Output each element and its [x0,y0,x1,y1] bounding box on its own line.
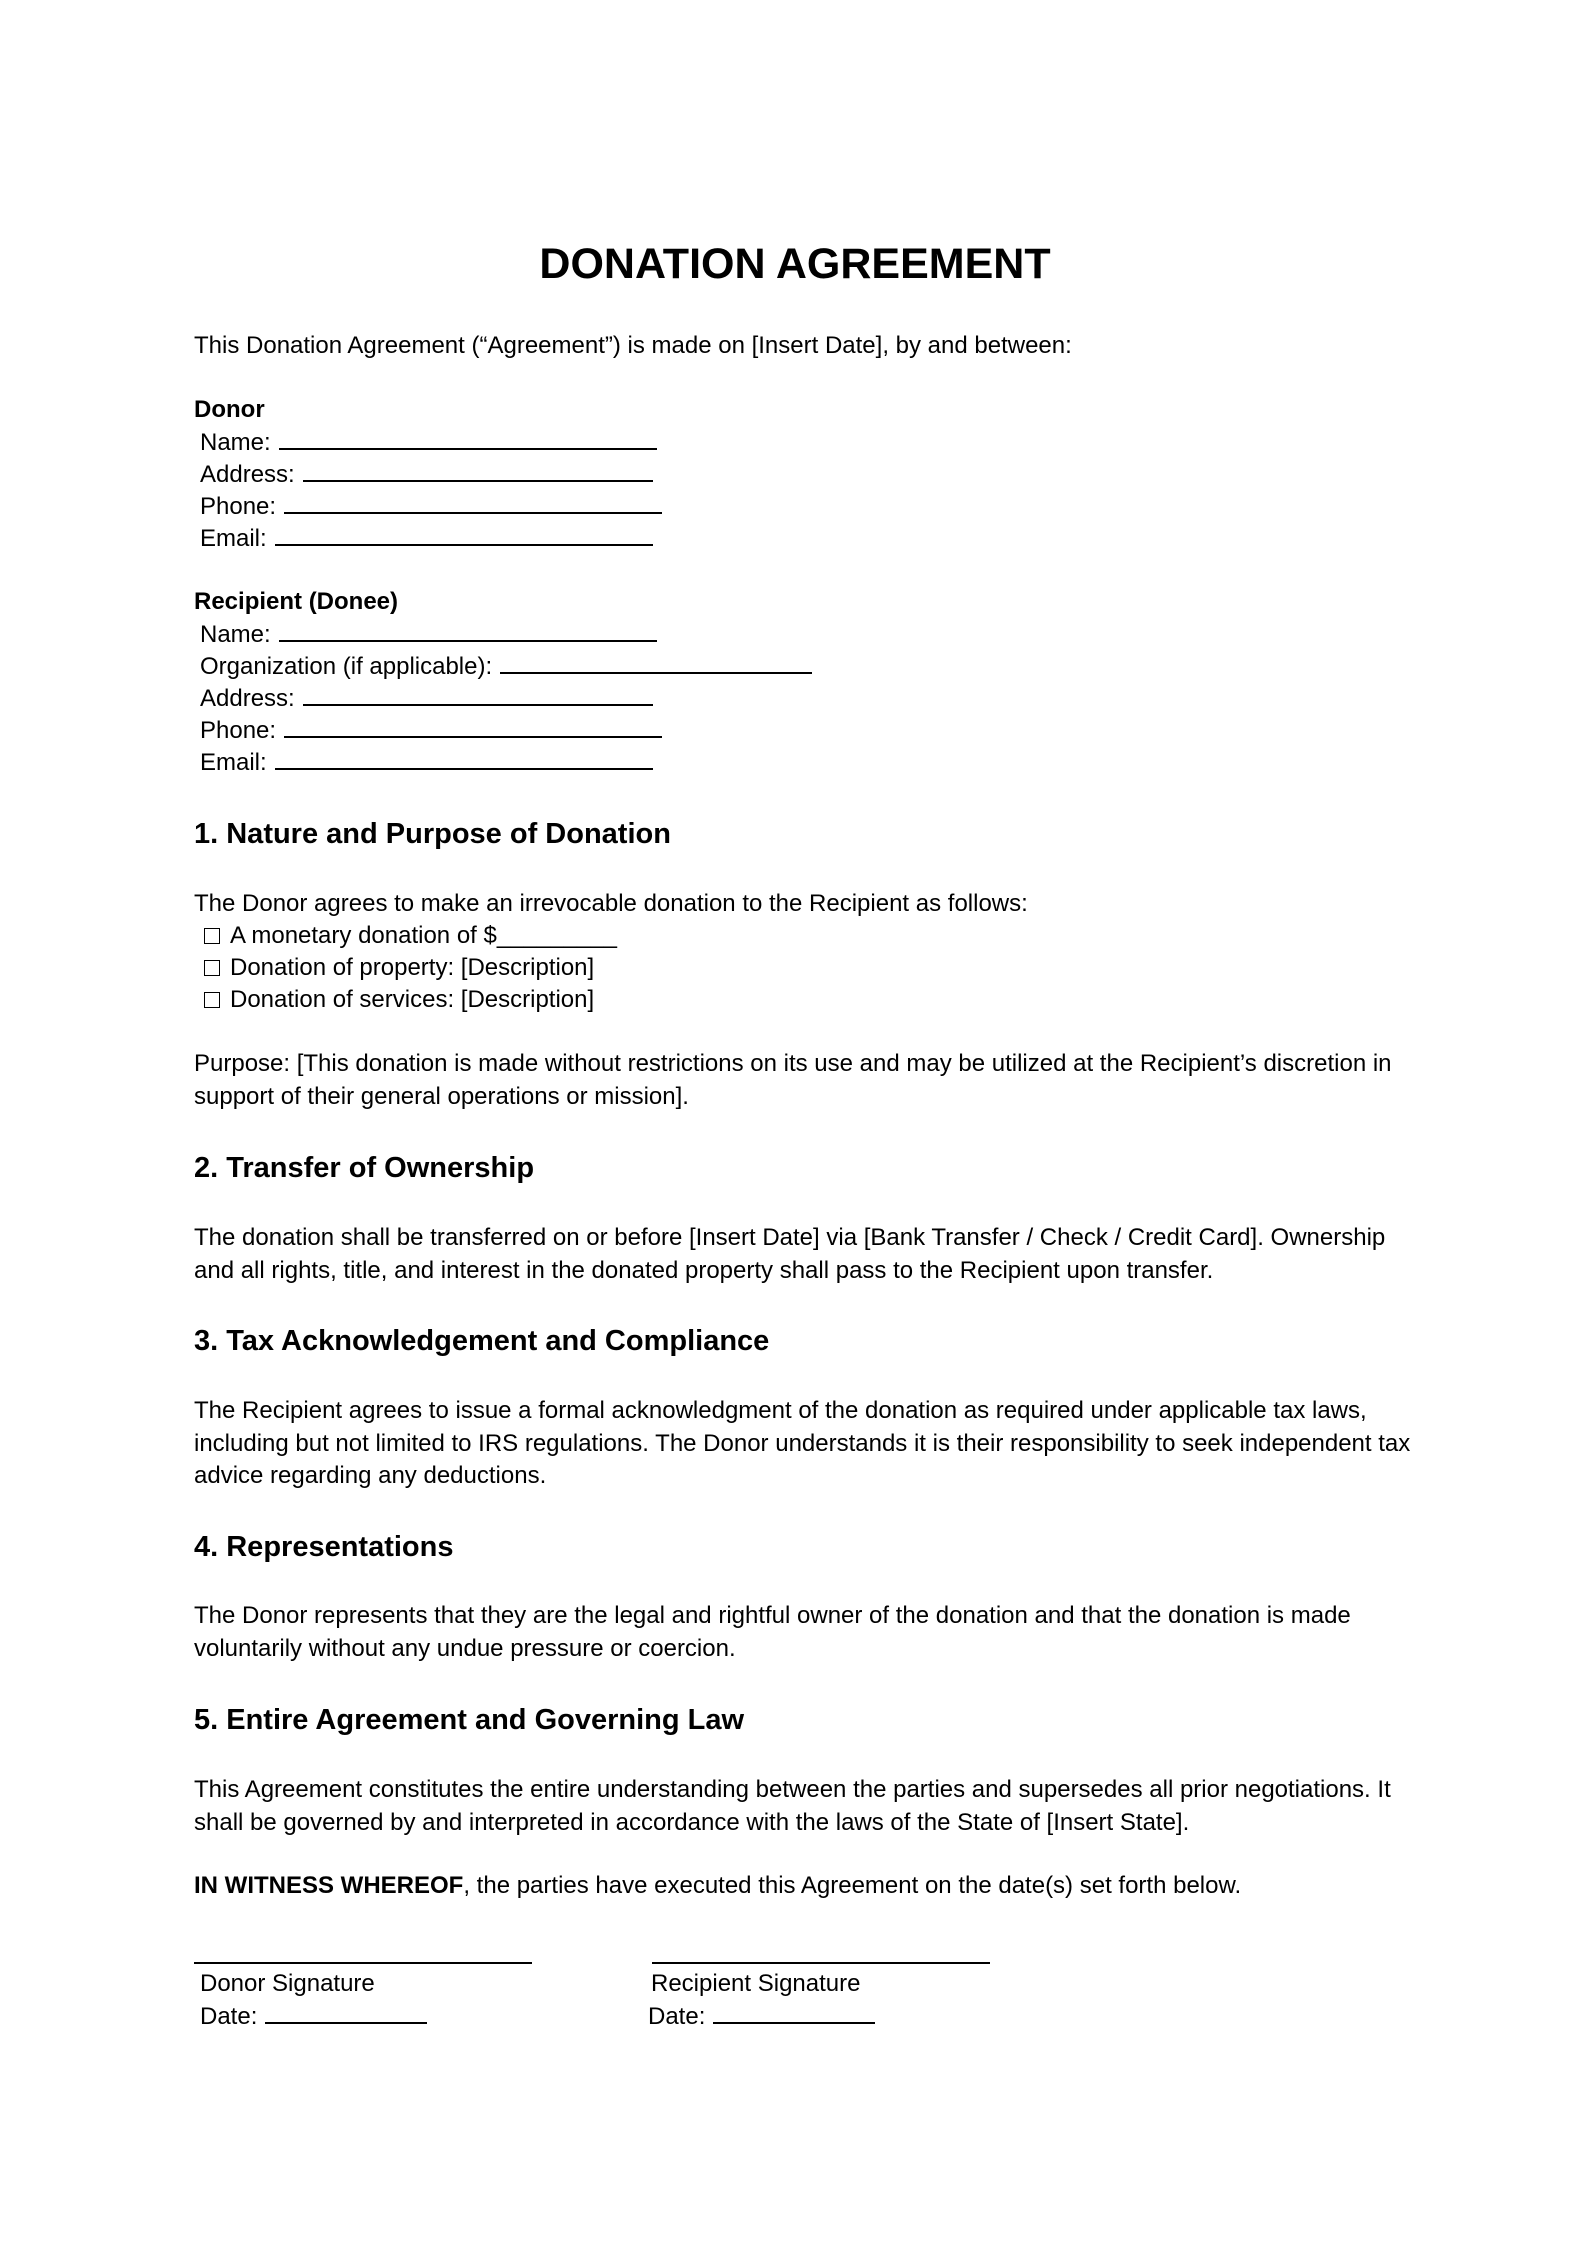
recipient-phone-blank[interactable] [284,714,662,738]
recipient-address-field[interactable] [200,682,653,715]
recipient-email-label: Email: [200,749,267,776]
option-property[interactable] [204,952,594,984]
option-services[interactable] [204,984,594,1016]
section-5-text: This Agreement constitutes the entire understanding between the parties and supersedes all prior negotiations. It shall be governed by and interpreted in accordance with the laws of the State of [Insert State]. [194,1776,1391,1836]
recipient-heading: Recipient (Donee) [194,588,399,615]
recipient-signature-line[interactable] [652,1962,990,1964]
donor-name-field[interactable] [200,426,657,459]
section-3-heading: 3. Tax Acknowledgement and Compliance [194,1325,770,1357]
option-services-label: Donation of services: [Description] [230,986,595,1013]
donor-phone-label: Phone: [200,493,277,520]
donor-phone-blank[interactable] [284,490,662,514]
option-property-label: Donation of property: [Description] [230,954,595,981]
checkbox-icon[interactable] [204,992,220,1008]
donor-address-label: Address: [200,461,295,488]
recipient-address-blank[interactable] [303,682,653,706]
section-1-heading: 1. Nature and Purpose of Donation [194,818,671,850]
donor-address-blank[interactable] [303,458,653,482]
donor-date-blank[interactable] [265,2000,427,2024]
donor-date-field[interactable] [200,2000,427,2033]
option-monetary[interactable] [204,920,617,952]
recipient-organization-label: Organization (if applicable): [200,653,493,680]
recipient-phone-field[interactable] [200,714,662,747]
recipient-organization-field[interactable] [200,650,812,683]
recipient-date-blank[interactable] [713,2000,875,2024]
donor-signature-label: Donor Signature [200,1970,375,1997]
recipient-organization-blank[interactable] [500,650,812,674]
section-2-heading: 2. Transfer of Ownership [194,1152,535,1184]
donor-phone-field[interactable] [200,490,662,523]
document-title: DONATION AGREEMENT [539,240,1051,288]
recipient-email-field[interactable] [200,746,653,779]
recipient-name-blank[interactable] [279,618,657,642]
donor-signature-line[interactable] [194,1962,532,1964]
recipient-date-label: Date: [648,2003,706,2030]
recipient-name-label: Name: [200,621,271,648]
recipient-phone-label: Phone: [200,717,277,744]
section-2-text: The donation shall be transferred on or before [Insert Date] via [Bank Transfer / Check / Credit Card]. Ownership and all rights, title, and interest in the donated property shall pass to the Recipient upon transfer. [194,1224,1386,1284]
recipient-signature-label: Recipient Signature [651,1970,861,1997]
donor-name-label: Name: [200,429,271,456]
recipient-name-field[interactable] [200,618,657,651]
donor-date-label: Date: [200,2003,258,2030]
section-1-purpose: Purpose: [This donation is made without restrictions on its use and may be utilized at the Recipient’s discretion in support of their general operations or mission]. [194,1050,1392,1110]
recipient-address-label: Address: [200,685,295,712]
section-1-lead: The Donor agrees to make an irrevocable donation to the Recipient as follows: [194,890,1028,917]
donor-heading: Donor [194,396,265,423]
donor-name-blank[interactable] [279,426,657,450]
donor-email-blank[interactable] [275,522,653,546]
recipient-email-blank[interactable] [275,746,653,770]
witness-rest: , the parties have executed this Agreement on the date(s) set forth below. [463,1872,1242,1899]
donor-email-field[interactable] [200,522,653,555]
checkbox-icon[interactable] [204,928,220,944]
witness-bold: IN WITNESS WHEREOF [194,1872,464,1899]
checkbox-icon[interactable] [204,960,220,976]
section-3-text: The Recipient agrees to issue a formal acknowledgment of the donation as required under applicable tax laws, including but not limited to IRS regulations. The Donor understands it is their responsibility to seek independent tax advice regarding any deductions. [194,1397,1411,1489]
donor-address-field[interactable] [200,458,653,491]
section-4-text: The Donor represents that they are the legal and rightful owner of the donation and that the donation is made voluntarily without any undue pressure or coercion. [194,1602,1351,1662]
donor-email-label: Email: [200,525,267,552]
intro-text: This Donation Agreement (“Agreement”) is made on [Insert Date], by and between: [194,332,1072,359]
section-5-heading: 5. Entire Agreement and Governing Law [194,1704,745,1736]
recipient-date-field[interactable] [648,2000,875,2033]
witness-statement [194,1870,1241,1902]
option-monetary-label: A monetary donation of $_________ [230,922,617,949]
section-4-heading: 4. Representations [194,1531,454,1563]
